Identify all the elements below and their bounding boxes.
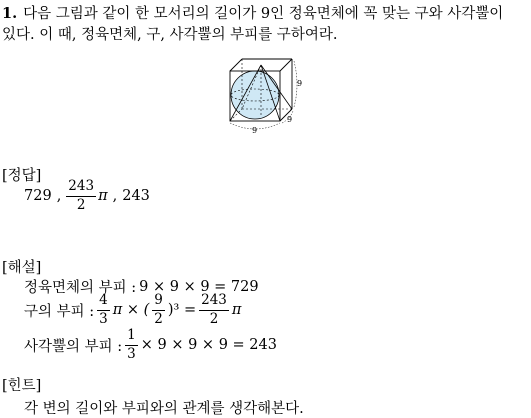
solution-sphere-row bbox=[24, 294, 241, 326]
answer-cube: 729 bbox=[24, 188, 52, 204]
sphere-pow: )³ = bbox=[167, 302, 197, 318]
cube-sphere-pyramid-figure bbox=[220, 45, 310, 135]
sphere-frac-2-den: 2 bbox=[154, 310, 163, 327]
solution-cube-label: 정육면체의 부피 : bbox=[24, 280, 137, 296]
answer-header: [정답] bbox=[2, 168, 42, 184]
pyramid-frac-den: 3 bbox=[127, 345, 136, 362]
answer-line bbox=[24, 180, 150, 212]
sphere-frac-2-num: 9 bbox=[152, 294, 165, 311]
sphere-frac-3-num: 243 bbox=[199, 294, 229, 311]
problem-text-1: 다음 그림과 같이 한 모서리의 길이가 9인 정육면체에 꼭 맞는 구와 사각뿔이 bbox=[23, 6, 504, 22]
label-height: 9 bbox=[297, 79, 303, 88]
problem-line-2: 있다. 이 때, 정육면체, 구, 사각뿔의 부피를 구하여라. bbox=[2, 27, 338, 43]
problem-line-1 bbox=[2, 2, 503, 23]
answer-frac-num: 243 bbox=[66, 180, 96, 197]
solution-header: [해설] bbox=[2, 260, 42, 276]
answer-pyramid: 243 bbox=[122, 188, 150, 204]
sphere-frac-3 bbox=[199, 294, 229, 326]
problem-number: 1. bbox=[2, 5, 18, 22]
sphere-frac-3-den: 2 bbox=[209, 310, 219, 327]
answer-frac-den: 2 bbox=[76, 196, 86, 213]
sphere-frac-1 bbox=[97, 294, 110, 326]
label-width: 9 bbox=[252, 126, 258, 135]
solution-cube-expr: 9 × 9 × 9 = 729 bbox=[139, 278, 259, 295]
figure-svg bbox=[220, 45, 310, 135]
sphere-shape bbox=[231, 71, 279, 119]
answer-pi: π bbox=[98, 188, 108, 204]
solution-pyramid-row bbox=[24, 329, 277, 361]
cube-edge-tl bbox=[230, 59, 242, 71]
sphere-mid: π × ( bbox=[112, 302, 150, 318]
answer-sep-2: , bbox=[112, 188, 118, 204]
sphere-frac-1-num: 4 bbox=[97, 294, 110, 311]
sphere-frac-1-den: 3 bbox=[99, 310, 108, 327]
answer-sphere-fraction bbox=[66, 180, 96, 212]
sphere-pi: π bbox=[231, 302, 242, 318]
hint-text: 각 변의 길이와 부피와의 관계를 생각해본다. bbox=[24, 401, 304, 417]
pyramid-frac bbox=[125, 329, 138, 361]
hint-header: [힌트] bbox=[2, 378, 42, 394]
cube-edge-tr bbox=[280, 59, 292, 71]
label-depth: 9 bbox=[287, 115, 293, 124]
pyramid-frac-num: 1 bbox=[125, 329, 138, 346]
solution-pyramid-label: 사각뿔의 부피 : bbox=[24, 338, 123, 355]
sphere-frac-2 bbox=[152, 294, 165, 326]
solution-pyramid-expr: × 9 × 9 × 9 = 243 bbox=[140, 337, 277, 353]
solution-sphere-label: 구의 부피 : bbox=[24, 303, 95, 320]
answer-sep-1: , bbox=[56, 188, 62, 204]
